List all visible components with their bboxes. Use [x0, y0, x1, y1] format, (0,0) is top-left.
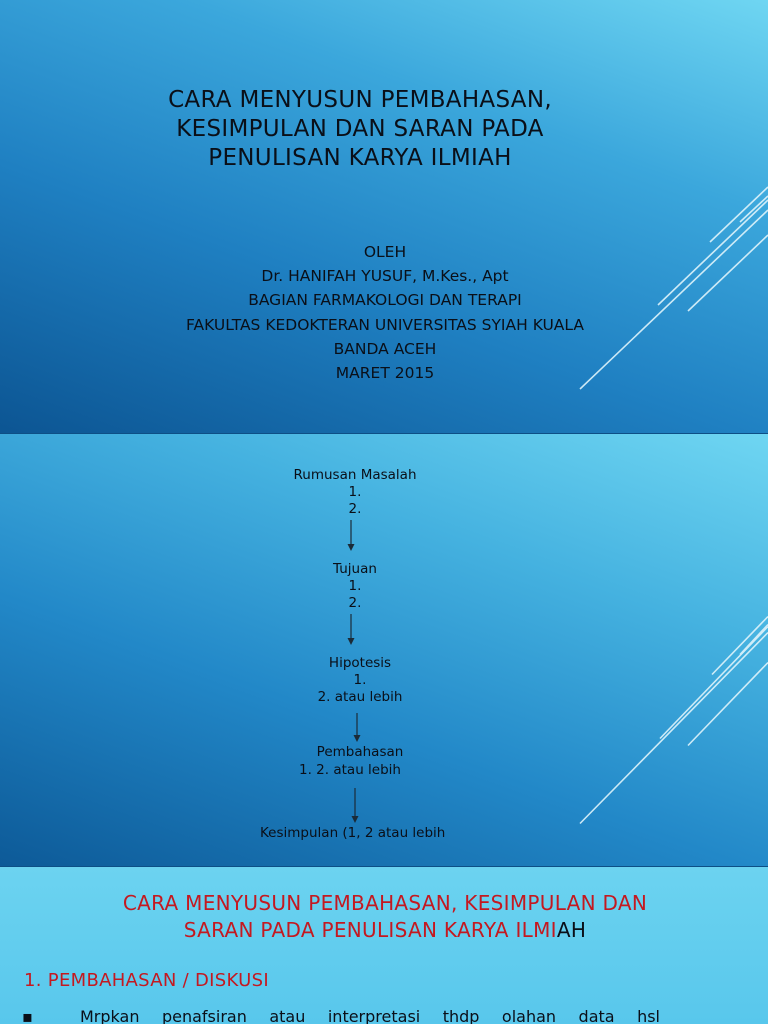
down-arrow-icon	[346, 614, 356, 646]
flow-label-hipotesis: Hipotesis	[328, 655, 392, 671]
flow-label-pembahasan: Pembahasan	[316, 744, 404, 760]
flow-item: 2.	[348, 595, 362, 611]
title-line: KESIMPULAN DAN SARAN PADA	[176, 116, 544, 142]
subtitle-line: FAKULTAS KEDOKTERAN UNIVERSITAS SYIAH KUALA	[186, 315, 584, 334]
flow-item: 1. 2. atau lebih	[299, 762, 401, 778]
flow-label-tujuan: Tujuan	[333, 561, 377, 577]
title-part-black: AH	[556, 918, 587, 942]
flow-item: 1.	[348, 578, 362, 594]
title-line: CARA MENYUSUN PEMBAHASAN,	[168, 87, 552, 113]
title-line: CARA MENYUSUN PEMBAHASAN, KESIMPULAN DAN	[122, 891, 648, 915]
flow-label-rumusan: Rumusan Masalah	[293, 467, 417, 483]
flow-item: 2.	[348, 501, 362, 517]
content-slide	[0, 867, 768, 1024]
flow-item: 2. atau lebih	[317, 689, 403, 705]
section-heading: 1. PEMBAHASAN / DISKUSI	[24, 970, 269, 991]
subtitle-line: OLEH	[363, 243, 407, 261]
bullet-icon: ▪	[22, 1007, 33, 1024]
author-block	[60, 240, 710, 385]
down-arrow-icon	[346, 520, 356, 552]
slide-title	[40, 890, 730, 944]
title-line: PENULISAN KARYA ILMIAH	[208, 145, 512, 171]
down-arrow-icon	[352, 713, 362, 743]
subtitle-line: BANDA ACEH	[333, 339, 437, 358]
flow-label-kesimpulan: Kesimpulan (1, 2 atau lebih	[260, 825, 446, 841]
down-arrow-icon	[350, 788, 360, 824]
bullet-text: Mrpkan penafsiran atau interpretasi thdp olahan data hsl	[80, 1007, 660, 1024]
subtitle-line: MARET 2015	[335, 364, 435, 383]
subtitle-line: BAGIAN FARMAKOLOGI DAN TERAPI	[248, 291, 522, 310]
title-line	[40, 917, 730, 944]
title-slide	[0, 0, 768, 433]
subtitle-line: Dr. HANIFAH YUSUF, M.Kes., Apt	[261, 267, 509, 286]
flow-slide	[0, 434, 768, 866]
flow-item: 1.	[353, 672, 367, 688]
flow-item: 1.	[348, 484, 362, 500]
title-part-red: SARAN PADA PENULISAN KARYA ILMI	[183, 918, 557, 942]
slide-title	[80, 86, 640, 173]
